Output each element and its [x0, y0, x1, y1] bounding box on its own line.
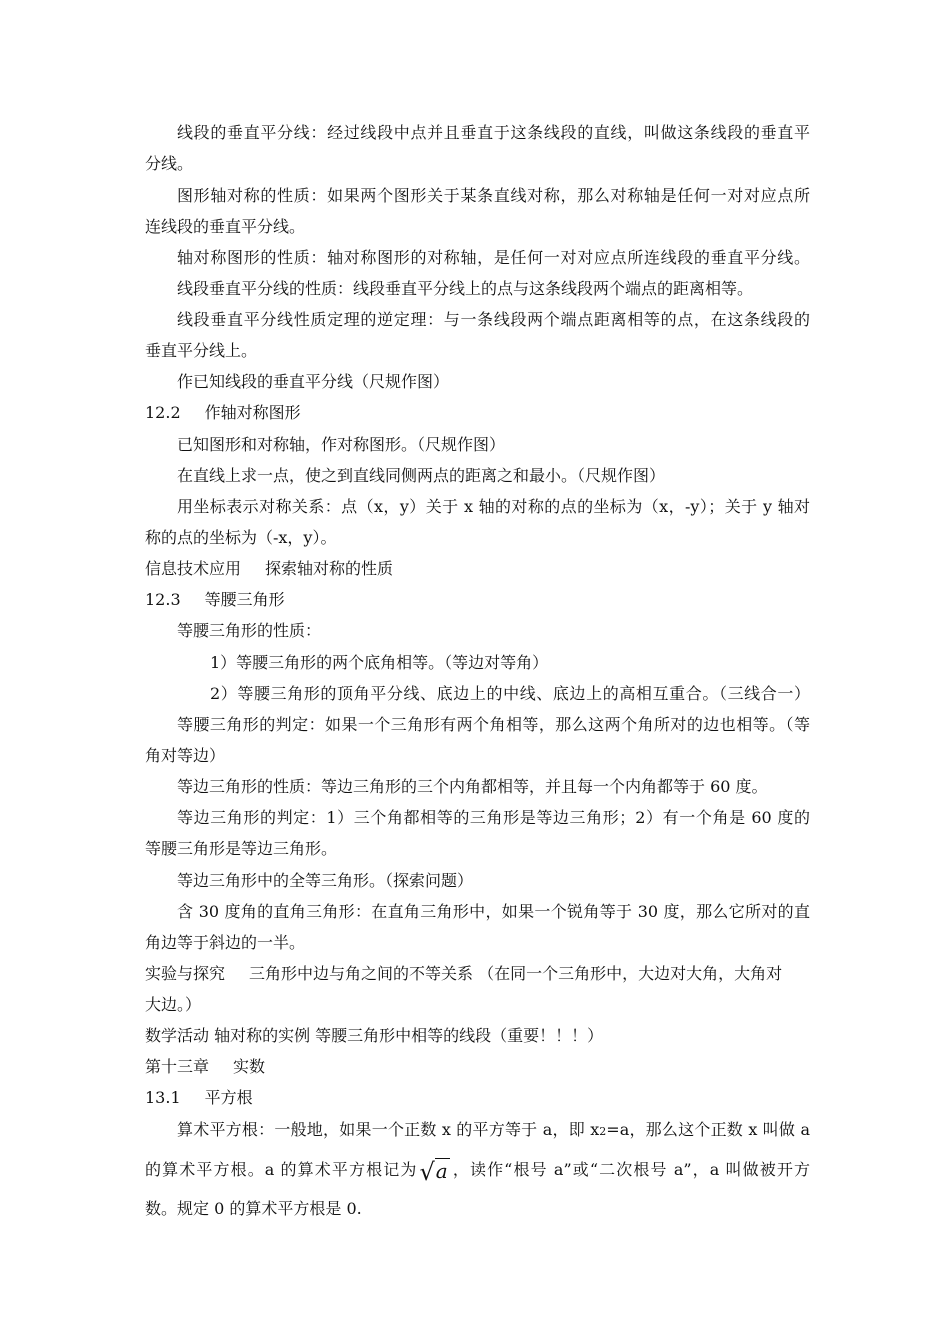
section-heading — [145, 1088, 810, 1108]
paragraph-line: 角对等边） — [145, 746, 226, 765]
section-heading — [145, 403, 810, 423]
paragraph-line: 在直线上求一点，使之到直线同侧两点的距离之和最小。（尺规作图） — [177, 466, 666, 485]
chapter-title: 实数 — [233, 1057, 266, 1076]
paragraph-line: 图形轴对称的性质：如果两个图形关于某条直线对称，那么对称轴是任何一对对应点所 — [177, 186, 810, 205]
section-title: 三角形中边与角之间的不等关系 （在同一个三角形中，大边对大角，大角对 — [249, 964, 783, 983]
paragraph-line: 数。规定 0 的算术平方根是 0. — [145, 1199, 362, 1218]
paragraph-line: 线段垂直平分线性质定理的逆定理：与一条线段两个端点距离相等的点，在这条线段的 — [177, 310, 810, 329]
section-number: 信息技术应用 — [145, 559, 242, 578]
paragraph-line: 等腰三角形是等边三角形。 — [145, 839, 338, 858]
paragraph-line: 作已知线段的垂直平分线（尺规作图） — [177, 372, 450, 391]
exponent: 2 — [599, 1125, 607, 1138]
paragraph-line: 线段垂直平分线的性质：线段垂直平分线上的点与这条线段两个端点的距离相等。 — [177, 279, 754, 298]
paragraph-line: 等腰三角形的判定：如果一个三角形有两个角相等，那么这两个角所对的边也相等。（等 — [177, 715, 810, 734]
paragraph-line: 等边三角形的判定：1）三个角都相等的三角形是等边三角形；2）有一个角是 60 度的 — [177, 808, 810, 827]
paragraph-line: 等边三角形中的全等三角形。（探索问题） — [177, 871, 474, 890]
section-number: 13.1 — [145, 1088, 181, 1107]
paragraph-line: 大边。） — [145, 995, 202, 1014]
section-heading — [145, 964, 810, 984]
paragraph-line: 轴对称图形的性质：轴对称图形的对称轴，是任何一对对应点所连线段的垂直平分线。 — [177, 248, 810, 267]
paragraph-line: 角边等于斜边的一半。 — [145, 933, 306, 952]
chapter-number: 第十三章 — [145, 1057, 210, 1076]
radical-sign: √ — [419, 1158, 435, 1186]
paragraph-line: 线段的垂直平分线：经过线段中点并且垂直于这条线段的直线，叫做这条线段的垂直平 — [177, 123, 810, 142]
paragraph-line: 垂直平分线上。 — [145, 341, 258, 360]
section-title: 探索轴对称的性质 — [265, 559, 394, 578]
section-heading — [145, 590, 810, 610]
section-title: 平方根 — [204, 1088, 253, 1107]
section-title: 等腰三角形 — [204, 590, 285, 609]
square-root-formula — [419, 1158, 449, 1186]
list-item: 2）等腰三角形的顶角平分线、底边上的中线、底边上的高相互重合。（三线合一） — [210, 684, 810, 703]
section-number: 12.3 — [145, 590, 181, 609]
section-number: 12.2 — [145, 403, 181, 422]
paragraph-line: 算术平方根：一般地，如果一个正数 x 的平方等于 a，即 x2=a，那么这个正数 x 叫做 a — [177, 1120, 810, 1139]
paragraph-line: 等边三角形的性质：等边三角形的三个内角都相等，并且每一个内角都等于 60 度。 — [177, 777, 768, 796]
radicand: a — [435, 1159, 448, 1183]
paragraph-line: 连线段的垂直平分线。 — [145, 217, 306, 236]
section-title: 作轴对称图形 — [204, 403, 301, 422]
list-item: 1）等腰三角形的两个底角相等。（等边对等角） — [210, 653, 549, 672]
paragraph-line: 用坐标表示对称关系：点（x，y）关于 x 轴的对称的点的坐标为（x，-y）；关于 y 轴对 — [177, 497, 810, 516]
paragraph-line: 等腰三角形的性质： — [177, 621, 322, 640]
chapter-heading — [145, 1057, 810, 1077]
paragraph-line: 含 30 度角的直角三角形：在直角三角形中，如果一个锐角等于 30 度，那么它所对的直 — [177, 902, 810, 921]
paragraph-line: 已知图形和对称轴，作对称图形。（尺规作图） — [177, 435, 506, 454]
section-heading — [145, 559, 810, 579]
paragraph-line: 称的点的坐标为（-x，y）。 — [145, 528, 337, 547]
paragraph-line: 的算术平方根。a 的算术平方根记为√a ，读作“根号 a”或“二次根号 a”，a 叫做被开方 — [145, 1158, 810, 1186]
paragraph-line: 数学活动 轴对称的实例 等腰三角形中相等的线段（重要！！！） — [145, 1026, 604, 1045]
section-number: 实验与探究 — [145, 964, 226, 983]
paragraph-line: 分线。 — [145, 154, 194, 173]
